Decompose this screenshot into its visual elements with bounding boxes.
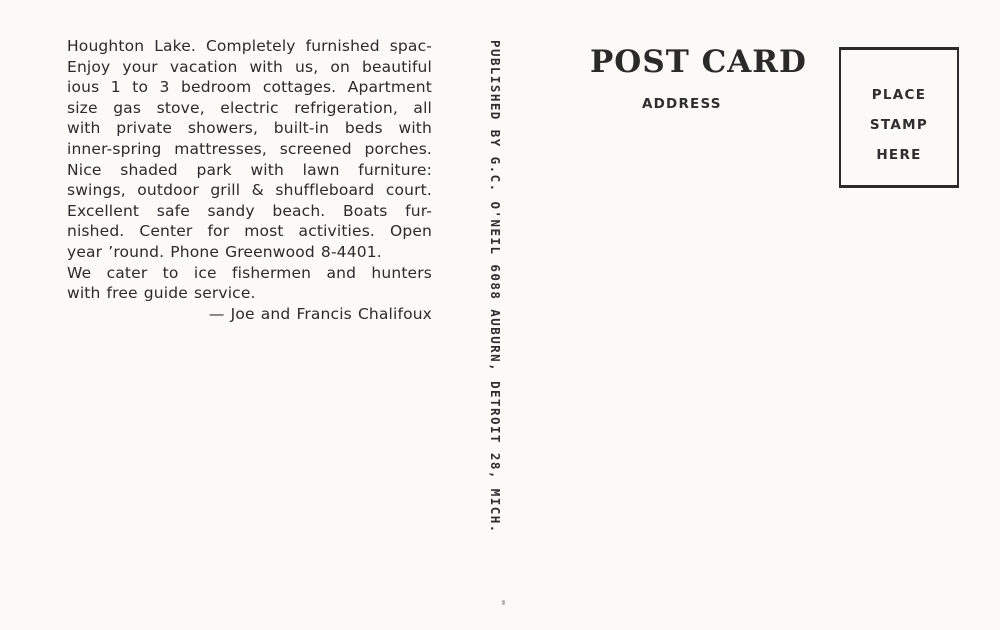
message-line: ious 1 to 3 bedroom cottages. Apartment: [67, 78, 432, 97]
message-line: year ’round. Phone Greenwood 8-4401.: [67, 242, 382, 261]
message-line: inner-spring mattresses, screened porches.: [67, 139, 432, 158]
message-line: swings, outdoor grill & shuffleboard court.: [67, 181, 432, 200]
message-line: Houghton Lake. Completely furnished spac-: [67, 37, 432, 55]
message-line: We cater to ice fishermen and hunters: [67, 263, 432, 282]
message-line: with private showers, built-in beds with: [67, 119, 432, 138]
stamp-line-stamp: STAMP: [869, 117, 929, 133]
message-line: Enjoy your vacation with us, on beautiful: [67, 57, 432, 76]
publisher-imprint: PUBLISHED BY G.C. O'NEIL 6088 AUBURN, DETROIT 28, MICH.: [488, 40, 503, 534]
message-block: [67, 36, 432, 324]
post-card-title: POST CARD: [590, 44, 807, 80]
stamp-instructions: [841, 80, 957, 170]
message-line: with free guide service.: [67, 284, 256, 303]
address-label: ADDRESS: [642, 96, 722, 112]
message-line: Excellent safe sandy beach. Boats fur-: [67, 201, 432, 220]
message-line: nished. Center for most activities. Open: [67, 222, 432, 241]
message-signature: — Joe and Francis Chalifoux: [208, 304, 432, 323]
stamp-line-place: PLACE: [871, 87, 927, 103]
stamp-box: [839, 47, 959, 188]
stamp-line-here: HERE: [876, 147, 922, 163]
message-line: Nice shaded park with lawn furniture:: [67, 160, 432, 179]
message-line: size gas stove, electric refrigeration, all: [67, 98, 432, 117]
paper-speck: [502, 600, 505, 605]
